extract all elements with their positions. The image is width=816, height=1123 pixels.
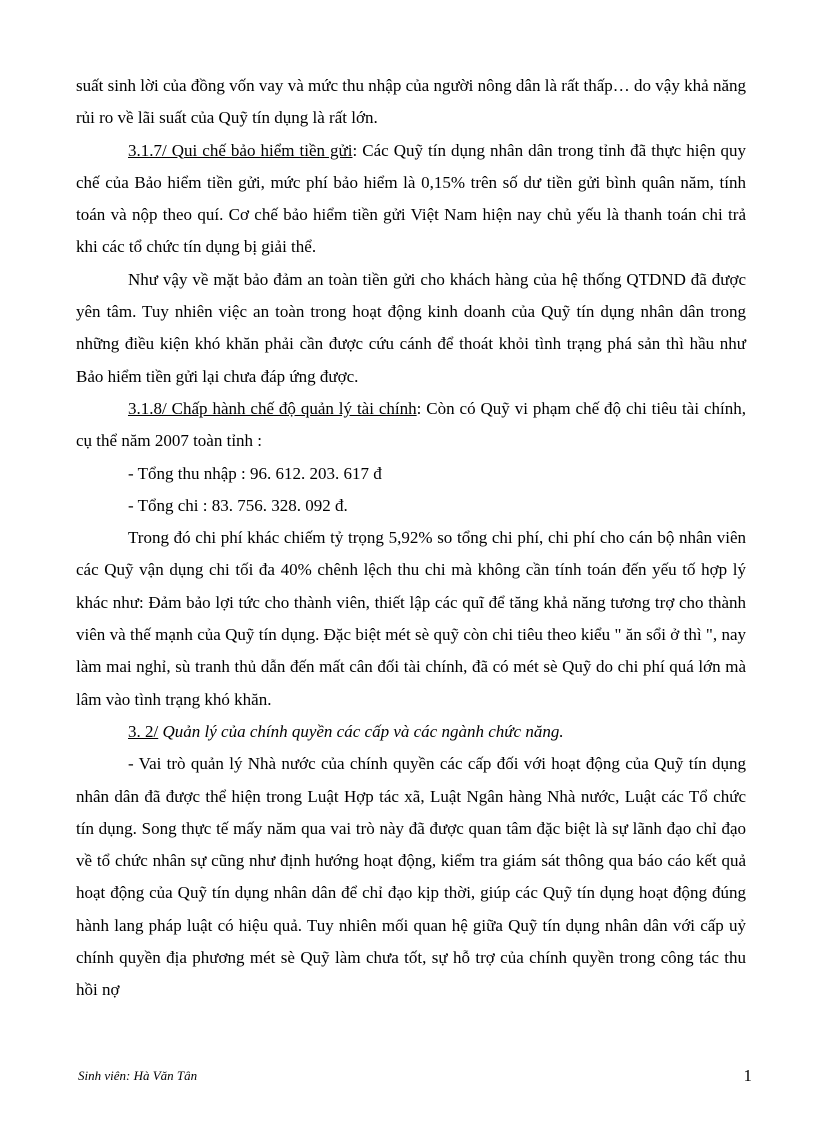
page-number: 1 [743,1066,752,1085]
list-item-total-expense: - Tổng chi : 83. 756. 328. 092 đ. [128,495,348,515]
paragraph-text: : Các Quỹ tín dụng nhân dân trong tỉnh đã thực hiện quy chế của Bảo hiểm tiền gửi, mức phí bảo hiểm là 0,15% trên số dư tiền gửi bình quân năm, tính toán và nộp theo quí. Cơ chế bảo hiểm tiền gửi Việt Nam hiện nay chủ yếu là thanh toán chi trả khi các tổ chức tín dụng bị giải thể. [76,140,747,257]
section-heading-3-1-7: 3.1.7/ Qui chế bảo hiểm tiền gửi [128,140,353,160]
paragraph-government-role: - Vai trò quản lý Nhà nước của chính quyền các cấp đối với hoạt động của Quỹ tín dụng nhân dân đã được thể hiện trong Luật Hợp tác xã, Luật Ngân hàng Nhà nước, Luật các Tổ chức tín dụng. Song thực tế mấy năm qua vai trò này đã được quan tâm đặc biệt là sự lãnh đạo chỉ đạo về tổ chức nhân sự cũng như định hướng hoạt động, kiểm tra giám sát thông qua báo cáo kết quả hoạt động của Quỹ tín dụng nhân dân để chỉ đạo kịp thời, giúp các Quỹ tín dụng hoạt động đúng hành lang pháp luật có hiệu quả. Tuy nhiên mối quan hệ giữa Quỹ tín dụng nhân dân với cấp uỷ chính quyền địa phương mét sè Quỹ làm chưa tốt, sự hỗ trợ của chính quyền trong công tác thu hồi nợ [76,754,746,1000]
paragraph-text: : Còn có Quỹ vi phạm chế độ chi tiêu tài chính, cụ thể năm 2007 toàn tỉnh : [76,398,746,451]
paragraph-deposit-insurance [76,135,746,264]
section-heading-3-1-8: 3.1.8/ Chấp hành chế độ quản lý tài chính [128,398,417,418]
paragraph-expense-detail: Trong đó chi phí khác chiếm tỷ trọng 5,92% so tổng chi phí, chi phí cho cán bộ nhân viên các Quỹ vận dụng chi tối đa 40% chênh lệch thu chi mà không cần tính toán đến yếu tố hợp lý khác như: Đảm bảo lợi tức cho thành viên, thiết lập các quĩ để tăng khả năng tương trợ cho thành viên và thế mạnh của Quỹ tín dụng. Đặc biệt mét sè quỹ còn chi tiêu theo kiểu " ăn sổi ở thì ", nay làm mai nghỉ, sù tranh thủ dẫn đến mất cân đối tài chính, đã có mét sè Quỹ do chi phí quá lớn mà lâm vào tình trạng khó khăn. [76,528,746,709]
document-body [76,70,746,1007]
paragraph-safety: Như vậy về mặt bảo đảm an toàn tiền gửi cho khách hàng của hệ thống QTDND đã được yên tâm. Tuy nhiên việc an toàn trong hoạt động kinh doanh của Quỹ tín dụng nhân dân trong những điều kiện khó khăn phải cần được cứu cánh để thoát khỏi tình trạng phá sản thì hầu như Bảo hiểm tiền gửi lại chưa đáp ứng được. [76,269,746,386]
list-item-total-income: - Tổng thu nhập : 96. 612. 203. 617 đ [128,463,382,483]
paragraph-continuation: suất sinh lời của đồng vốn vay và mức thu nhập của người nông dân là rất thấp… do vậy khả năng rủi ro về lãi suất của Quỹ tín dụng là rất lớn. [76,76,746,128]
section-heading-3-2 [76,716,746,748]
section-title: Quản lý của chính quyền các cấp và các ngành chức năng. [158,721,564,741]
footer-student-name: Sinh viên: Hà Văn Tân [78,1068,198,1083]
section-number: 3. 2/ [128,721,159,741]
paragraph-finance-regime [76,393,746,458]
